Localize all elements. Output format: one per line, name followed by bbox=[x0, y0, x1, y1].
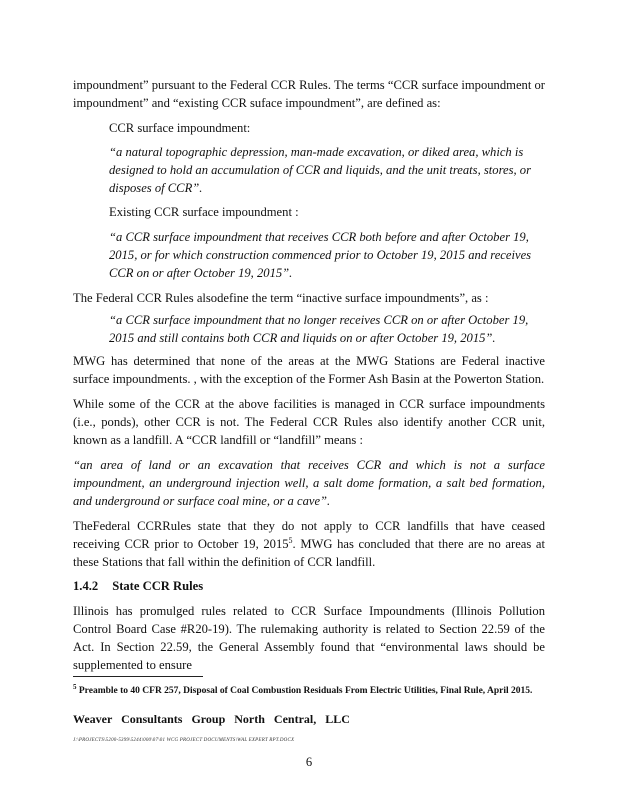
section-number: 1.4.2 bbox=[73, 579, 99, 593]
paragraph-landfill-conclusion bbox=[73, 517, 545, 571]
footnote-text: Preamble to 40 CFR 257, Disposal of Coal Combustion Residuals From Electric Utilities, Final Rule, April 2015. bbox=[78, 686, 533, 696]
definition-text-landfill: “an area of land or an excavation that receives CCR and which is not a surface impoundment, an underground injection well, a salt dome formation, a salt bed formation, and underground or surface coal mine, or a cave”. bbox=[73, 458, 545, 508]
definition-text-inactive-impoundment: “a CCR surface impoundment that no longer receives CCR on or after October 19, 2015 and still contains both CCR and liquids on or after October 19, 2015”. bbox=[109, 313, 529, 345]
footnote bbox=[73, 682, 533, 696]
landfill-text-a: TheFederal CCRRules state that they do not apply to CCR landfills that have ceased receiving CCR prior to October 19, 2015 bbox=[73, 519, 545, 551]
paragraph-intro: impoundment” pursuant to the Federal CCR Rules. The terms “CCR surface impoundment or impoundment” and “existing CCR suface impoundment”, are defined as: bbox=[73, 78, 545, 110]
definition-label-existing-impoundment: Existing CCR surface impoundment : bbox=[109, 205, 299, 219]
firm-name: Weaver Consultants Group North Central, LLC bbox=[73, 712, 350, 726]
definition-text-ccr-surface-impoundment: “a natural topographic depression, man-made excavation, or diked area, which is designed to hold an accumulation of CCR and liquids, and the unit treats, stores, or disposes of CCR”. bbox=[109, 145, 531, 195]
definition-text-existing-impoundment: “a CCR surface impoundment that receives CCR both before and after October 19, 2015, or for which construction commenced prior to October 19, 2015 and receives CCR on or after October 19, 2015”. bbox=[109, 230, 532, 280]
paragraph-inactive-term: The Federal CCR Rules alsodefine the term “inactive surface impoundments”, as : bbox=[73, 291, 489, 305]
section-heading bbox=[73, 579, 203, 594]
landfill-text-b: . MWG has concluded that there are no areas at these Stations that fall within the definition of CCR landfill. bbox=[73, 537, 545, 569]
paragraph-mwg-determination: MWG has determined that none of the areas at the MWG Stations are Federal inactive surface impoundments. , with the exception of the Former Ash Basin at the Powerton Station. bbox=[73, 354, 545, 386]
paragraph-state-rules: Illinois has promulged rules related to CCR Surface Impoundments (Illinois Pollution Control Board Case #R20-19). The rulemaking authority is related to Section 22.59 of the Act. In Section 22.59, the General Assembly found that “environmental laws should be supplemented to ensure bbox=[73, 604, 545, 672]
footnote-ref: 5 bbox=[288, 535, 293, 545]
file-path: J:\PROJECTS\5200-5399\5244\000\07\01 WCG PROJECT DOCUMENTS\WAL EXPERT RPT.DOCX bbox=[73, 738, 295, 743]
footnote-number: 5 bbox=[73, 682, 77, 691]
paragraph-landfill-intro: While some of the CCR at the above facilities is managed in CCR surface impoundments (i.e., ponds), other CCR is not. The Federal CCR Rules also identify another CCR unit, known as a landfill. A “CCR landfill or “landfill” means : bbox=[73, 397, 545, 447]
section-title: State CCR Rules bbox=[112, 579, 204, 593]
footnote-divider bbox=[73, 676, 203, 677]
page-number: 6 bbox=[305, 755, 313, 769]
definition-label-ccr-surface-impoundment: CCR surface impoundment: bbox=[109, 121, 251, 135]
